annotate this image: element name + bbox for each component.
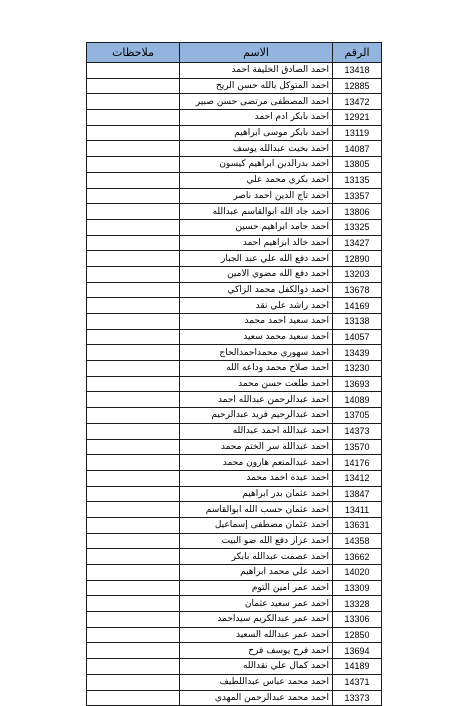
notes-cell <box>87 470 180 486</box>
name-cell: احمد كمال علي نقدالله <box>180 659 333 675</box>
table-row <box>87 423 382 439</box>
table-row <box>87 266 382 282</box>
table-row <box>87 219 382 235</box>
table-row <box>87 125 382 141</box>
table-row <box>87 674 382 690</box>
number-cell: 13693 <box>333 376 382 392</box>
table-row <box>87 596 382 612</box>
number-cell: 14087 <box>333 141 382 157</box>
notes-cell <box>87 110 180 126</box>
number-cell: 13203 <box>333 266 382 282</box>
name-cell: احمد راشد علي نقد <box>180 298 333 314</box>
table-row <box>87 643 382 659</box>
notes-cell <box>87 517 180 533</box>
number-cell: 14371 <box>333 674 382 690</box>
table-row <box>87 549 382 565</box>
notes-cell <box>87 204 180 220</box>
name-cell: احمد سعيد احمد محمد <box>180 314 333 330</box>
name-cell: احمد بابكر ادم احمد <box>180 110 333 126</box>
table-row <box>87 110 382 126</box>
table-row <box>87 188 382 204</box>
notes-cell <box>87 596 180 612</box>
name-cell: احمد فرح يوسف فرح <box>180 643 333 659</box>
notes-cell <box>87 172 180 188</box>
number-cell: 14089 <box>333 392 382 408</box>
name-cell: احمد عمر عبدالله السعيد <box>180 627 333 643</box>
number-cell: 13631 <box>333 517 382 533</box>
table-row <box>87 659 382 675</box>
notes-cell <box>87 533 180 549</box>
name-cell: احمد عبدالله احمد عبدالله <box>180 423 333 439</box>
notes-cell <box>87 659 180 675</box>
name-cell: احمد تاج الدين احمد ناصر <box>180 188 333 204</box>
notes-cell <box>87 439 180 455</box>
number-cell: 13309 <box>333 580 382 596</box>
number-cell: 13138 <box>333 314 382 330</box>
notes-cell <box>87 549 180 565</box>
number-cell: 13439 <box>333 345 382 361</box>
name-cell: احمد بدرالدين ابراهيم كيسون <box>180 157 333 173</box>
name-cell: احمد ذوالكفل محمد الزاكي <box>180 282 333 298</box>
number-cell: 13412 <box>333 470 382 486</box>
name-cell: احمد بخيت عبدالله يوسف <box>180 141 333 157</box>
table-row <box>87 235 382 251</box>
number-cell: 13472 <box>333 94 382 110</box>
header-notes: ملاحظات <box>87 43 180 63</box>
notes-cell <box>87 486 180 502</box>
notes-cell <box>87 298 180 314</box>
number-cell: 12850 <box>333 627 382 643</box>
notes-cell <box>87 674 180 690</box>
name-cell: احمد بكري محمد علي <box>180 172 333 188</box>
table-row <box>87 517 382 533</box>
name-cell: احمد عثمان بدر ابراهيم <box>180 486 333 502</box>
table-row <box>87 282 382 298</box>
name-cell: احمد عزاز دفع الله ضو البيت <box>180 533 333 549</box>
table-row <box>87 314 382 330</box>
number-cell: 13694 <box>333 643 382 659</box>
number-cell: 13357 <box>333 188 382 204</box>
table-row <box>87 486 382 502</box>
notes-cell <box>87 157 180 173</box>
number-cell: 12890 <box>333 251 382 267</box>
number-cell: 13230 <box>333 361 382 377</box>
notes-cell <box>87 690 180 706</box>
name-cell: احمد عصمت عبدالله بابكر <box>180 549 333 565</box>
notes-cell <box>87 392 180 408</box>
notes-cell <box>87 502 180 518</box>
number-cell: 13418 <box>333 63 382 79</box>
notes-cell <box>87 78 180 94</box>
table-row <box>87 502 382 518</box>
notes-cell <box>87 282 180 298</box>
table-row <box>87 439 382 455</box>
number-cell: 13427 <box>333 235 382 251</box>
name-cell: احمد عثمان حسب الله ابوالقاسم <box>180 502 333 518</box>
number-cell: 14169 <box>333 298 382 314</box>
names-table <box>86 42 382 706</box>
table-row <box>87 345 382 361</box>
table-row <box>87 157 382 173</box>
name-cell: احمد المصطفى مرتضى حسن صبير <box>180 94 333 110</box>
table-row <box>87 329 382 345</box>
number-cell: 13570 <box>333 439 382 455</box>
table-row <box>87 392 382 408</box>
notes-cell <box>87 251 180 267</box>
number-cell: 14358 <box>333 533 382 549</box>
name-cell: احمد سهوري محمداحمدالحاج <box>180 345 333 361</box>
number-cell: 13325 <box>333 219 382 235</box>
name-cell: احمد عمر سعيد عثمان <box>180 596 333 612</box>
table-row <box>87 690 382 706</box>
number-cell: 13119 <box>333 125 382 141</box>
notes-cell <box>87 141 180 157</box>
notes-cell <box>87 423 180 439</box>
table-row <box>87 298 382 314</box>
notes-cell <box>87 188 180 204</box>
number-cell: 12885 <box>333 78 382 94</box>
notes-cell <box>87 580 180 596</box>
name-cell: احمد الصادق الخليفة احمد <box>180 63 333 79</box>
table-row <box>87 470 382 486</box>
name-cell: احمد جاد الله ابوالقاسم عبدالله <box>180 204 333 220</box>
number-cell: 13806 <box>333 204 382 220</box>
table-body <box>87 63 382 706</box>
notes-cell <box>87 125 180 141</box>
number-cell: 14176 <box>333 455 382 471</box>
number-cell: 13805 <box>333 157 382 173</box>
name-cell: احمد دفع الله علي عبد الجبار <box>180 251 333 267</box>
notes-cell <box>87 235 180 251</box>
notes-cell <box>87 565 180 581</box>
name-cell: احمد علي محمد ابراهيم <box>180 565 333 581</box>
name-cell: احمد عبده احمد محمد <box>180 470 333 486</box>
notes-cell <box>87 627 180 643</box>
table-row <box>87 204 382 220</box>
table-row <box>87 63 382 79</box>
number-cell: 13135 <box>333 172 382 188</box>
notes-cell <box>87 219 180 235</box>
header-number: الرقم <box>333 43 382 63</box>
table-row <box>87 408 382 424</box>
number-cell: 14373 <box>333 423 382 439</box>
name-cell: احمد صلاح محمد وداعه الله <box>180 361 333 377</box>
notes-cell <box>87 94 180 110</box>
notes-cell <box>87 345 180 361</box>
name-cell: احمد عبدالله سر الختم محمد <box>180 439 333 455</box>
table-row <box>87 361 382 377</box>
table-row <box>87 172 382 188</box>
name-cell: احمد محمد عبدالرحمن المهدي <box>180 690 333 706</box>
table-row <box>87 533 382 549</box>
number-cell: 13411 <box>333 502 382 518</box>
number-cell: 13705 <box>333 408 382 424</box>
number-cell: 13847 <box>333 486 382 502</box>
number-cell: 13373 <box>333 690 382 706</box>
number-cell: 13328 <box>333 596 382 612</box>
table-row <box>87 94 382 110</box>
name-cell: احمد سعيد محمد سعيد <box>180 329 333 345</box>
name-cell: احمد عبدالرحيم فريد عبدالرحيم <box>180 408 333 424</box>
table-row <box>87 251 382 267</box>
table-row <box>87 141 382 157</box>
notes-cell <box>87 408 180 424</box>
name-cell: احمد محمد عباس عبداللطيف <box>180 674 333 690</box>
notes-cell <box>87 266 180 282</box>
table-row <box>87 580 382 596</box>
table-row <box>87 455 382 471</box>
notes-cell <box>87 361 180 377</box>
name-cell: احمد عبدالمنعم هارون محمد <box>180 455 333 471</box>
name-cell: احمد بابكر موسى ابراهيم <box>180 125 333 141</box>
notes-cell <box>87 314 180 330</box>
number-cell: 14020 <box>333 565 382 581</box>
number-cell: 14057 <box>333 329 382 345</box>
notes-cell <box>87 63 180 79</box>
name-cell: احمد عمر امين التوم <box>180 580 333 596</box>
notes-cell <box>87 455 180 471</box>
name-cell: احمد حامد ابراهيم حسين <box>180 219 333 235</box>
table-row <box>87 376 382 392</box>
table-row <box>87 612 382 628</box>
table-row <box>87 627 382 643</box>
number-cell: 14189 <box>333 659 382 675</box>
name-cell: احمد عبدالرحمن عبدالله احمد <box>180 392 333 408</box>
number-cell: 13662 <box>333 549 382 565</box>
notes-cell <box>87 612 180 628</box>
notes-cell <box>87 643 180 659</box>
name-cell: احمد دفع الله مضوي الامين <box>180 266 333 282</box>
name-cell: احمد عثمان مصطفى إسماعيل <box>180 517 333 533</box>
name-cell: احمد خالد ابراهيم احمد <box>180 235 333 251</box>
header-name: الاسم <box>180 43 333 63</box>
notes-cell <box>87 329 180 345</box>
table-row <box>87 565 382 581</box>
number-cell: 13306 <box>333 612 382 628</box>
name-cell: احمد طلعت حسن محمد <box>180 376 333 392</box>
notes-cell <box>87 376 180 392</box>
name-cell: احمد عمر عبدالكريم سيداحمد <box>180 612 333 628</box>
table-row <box>87 78 382 94</box>
name-cell: احمد المتوكل بالله حسن الريح <box>180 78 333 94</box>
number-cell: 12921 <box>333 110 382 126</box>
header-row <box>87 43 382 63</box>
number-cell: 13678 <box>333 282 382 298</box>
